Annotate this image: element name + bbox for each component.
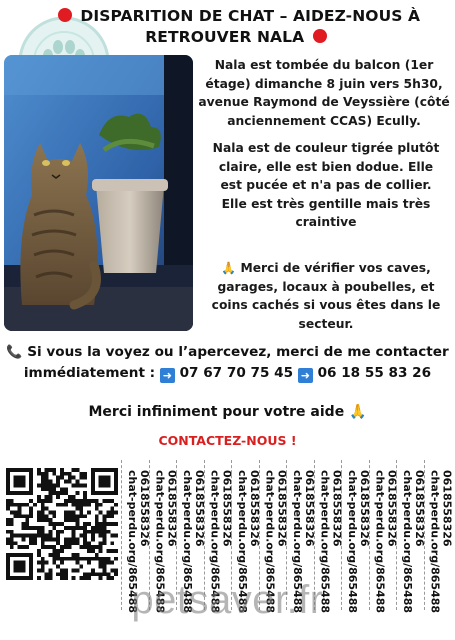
tab-url: chat-perdu.org/865488 (181, 470, 194, 614)
poster-title (40, 6, 435, 48)
tab-phone: 0618558326 (138, 470, 151, 547)
praying-hands-icon: 🙏 (221, 261, 237, 275)
title-line-2: RETROUVER NALA (145, 28, 305, 46)
qr-code[interactable] (6, 468, 118, 580)
tab-phone: 0618558326 (275, 470, 289, 547)
tab-phone: 0618558326 (358, 470, 371, 547)
cat-appearance: Nala est de couleur tigrée plutôt claire, elle est bien dodue. Elle est pucée et n'a pas de collier. (212, 141, 440, 192)
red-circle-icon (313, 29, 327, 43)
tab-url: chat-perdu.org/865488 (263, 470, 277, 614)
tab-url: chat-perdu.org/865488 (126, 470, 139, 614)
contact-block (4, 342, 451, 384)
phone-icon: 📞 (6, 345, 23, 360)
tab-phone: 0618558326 (220, 470, 234, 547)
tab-url: chat-perdu.org/865488 (401, 470, 414, 614)
thanks-text: Merci infiniment pour votre aide (88, 404, 345, 420)
tab-url: chat-perdu.org/865488 (346, 470, 359, 614)
contact-us-heading: CONTACTEZ-NOUS ! (158, 433, 297, 448)
tab-url: chat-perdu.org/865488 (236, 470, 249, 614)
tab-url: chat-perdu.org/865488 (291, 470, 304, 614)
contact-line-1: Si vous la voyez ou l’apercevez, merci de me contacter (27, 344, 449, 360)
tab-url: chat-perdu.org/865488 (373, 470, 387, 614)
cat-temperament: Elle est très gentille mais très craintive (221, 196, 431, 229)
right-arrow-icon: ➜ (298, 368, 313, 383)
tab-url: chat-perdu.org/865488 (318, 470, 332, 614)
praying-hands-icon: 🙏 (349, 404, 367, 420)
tab-phone: 0618558326 (385, 470, 399, 547)
red-circle-icon (58, 8, 72, 22)
tab-phone: 0618558326 (303, 470, 316, 547)
tab-phone: 0618558326 (165, 470, 179, 547)
fall-description: Nala est tombée du balcon (1er étage) dimanche 8 juin vers 5h30, avenue Raymond de Veyssière (côté anciennement CCAS) Ecully. (198, 58, 450, 128)
cat-description (208, 139, 444, 232)
tab-phone: 0618558326 (413, 470, 426, 547)
title-line-1: DISPARITION DE CHAT – AIDEZ-NOUS À (80, 7, 421, 25)
contact-line-2: immédiatement : (23, 365, 156, 381)
tab-url: chat-perdu.org/865488 (428, 470, 442, 614)
tab-phone: 0618558326 (193, 470, 206, 547)
thanks-message (0, 404, 455, 420)
phone-number-1[interactable]: 07 67 70 75 45 (179, 365, 294, 381)
search-request-text: Merci de vérifier vos caves, garages, locaux à poubelles, et coins cachés si vous êtes dans le secteur. (211, 261, 441, 331)
watermark: petsaver.fr (131, 578, 324, 622)
phone-number-2[interactable]: 06 18 55 83 26 (317, 365, 432, 381)
tab-phone: 0618558326 (330, 470, 344, 547)
tab-url: chat-perdu.org/865488 (208, 470, 222, 614)
tab-phone: 0618558326 (248, 470, 261, 547)
cat-photo (4, 55, 193, 331)
search-request (200, 259, 452, 333)
right-arrow-icon: ➜ (160, 368, 175, 383)
tab-phone: 0618558326 (440, 470, 454, 547)
tab-url: chat-perdu.org/865488 (153, 470, 167, 614)
